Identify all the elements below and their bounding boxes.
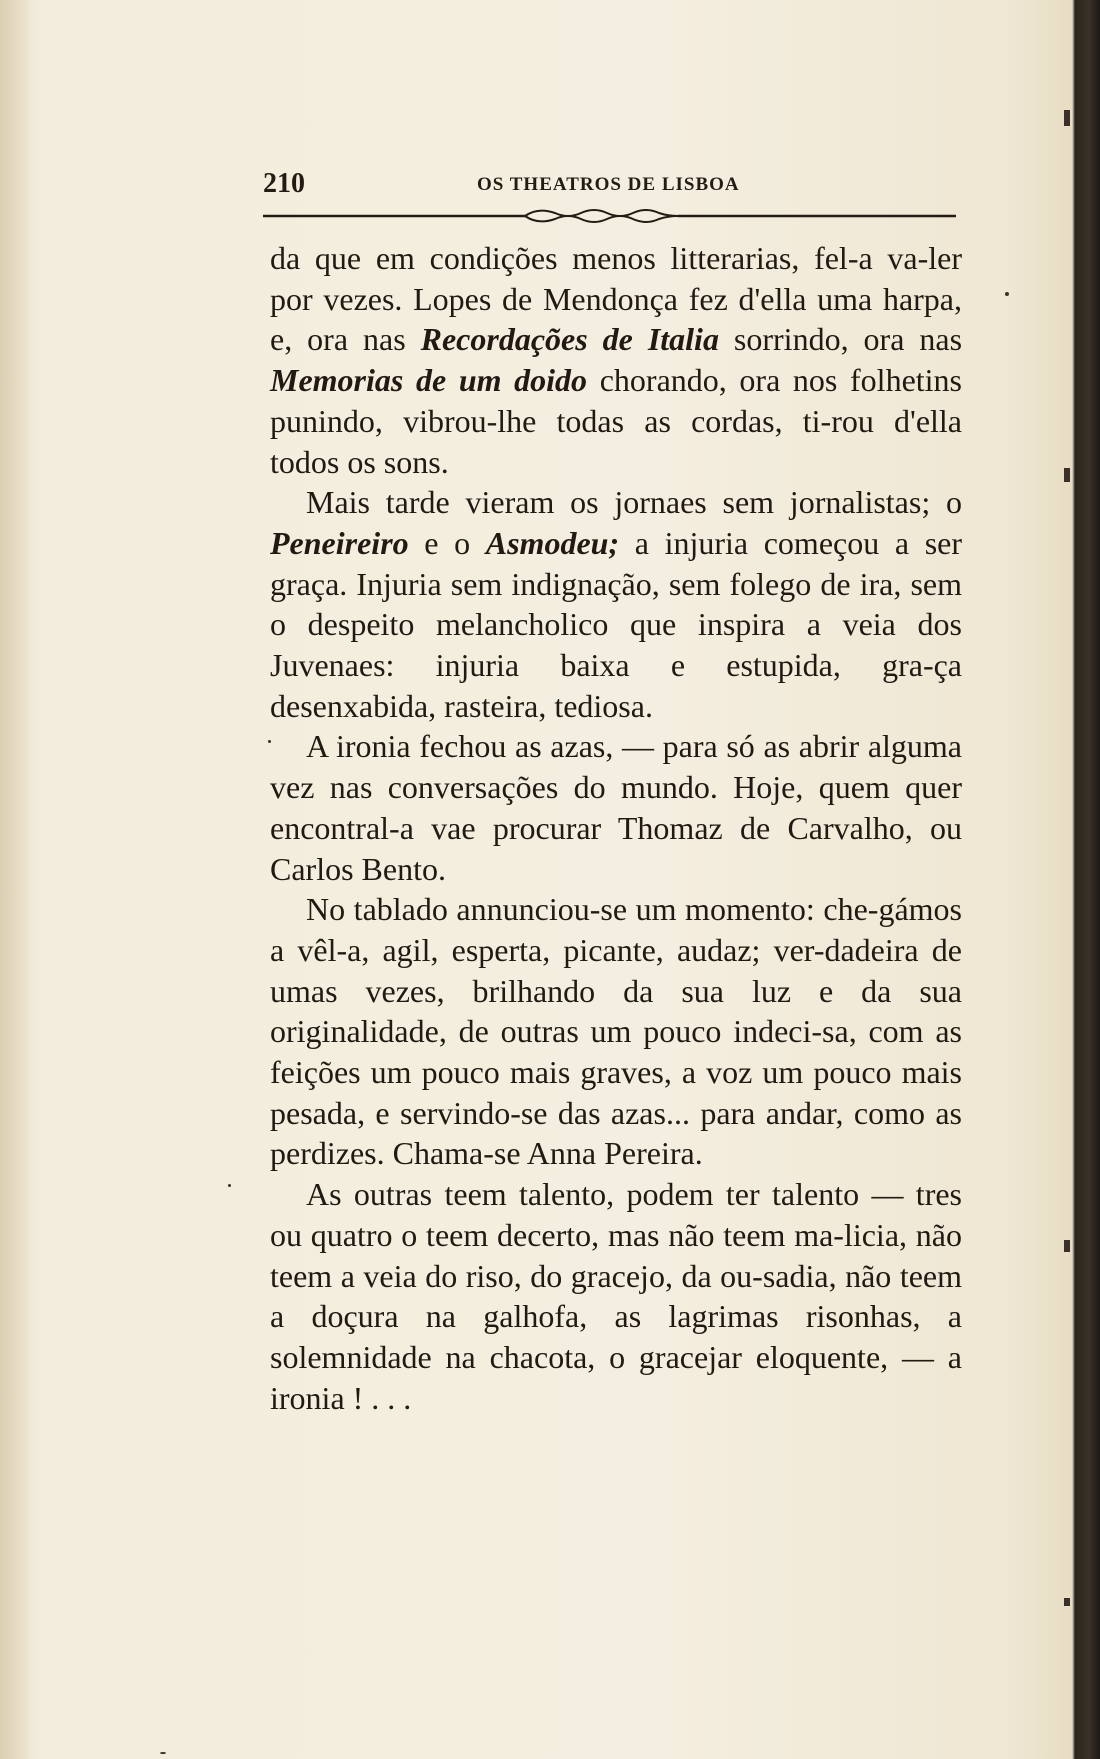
paragraph [270,1174,962,1418]
paragraph [270,482,962,726]
paragraph [270,889,962,1174]
paragraph [270,726,962,889]
paper-speck [268,740,271,743]
running-head: OS THEATROS DE LISBOA [477,174,740,195]
text-run: da que em condições menos litterarias, fel-a va-ler por vezes. Lopes de Mendonça fez d'ella uma harpa, e, ora nas [270,240,962,358]
text-run: A ironia fechou as azas, — para só as abrir alguma vez nas conversações do mundo. Hoje, quem quer encontral-a vae procurar Thomaz de Carvalho, ou Carlos Bento. [270,728,962,887]
page-number: 210 [263,168,305,199]
text-run: As outras teem talento, podem ter talento — tres ou quatro o teem decerto, mas não teem ma-licia, não teem a veia do riso, do gracejo, da ou-sadia, não teem a doçura na galhofa, as lagrimas risonhas, a solemnidade na chacota, o gracejar eloquente, — a ironia ! . . . [270,1176,962,1416]
text-run: e o [408,524,486,561]
page-edge-mark [1064,468,1070,482]
italic-title: Asmodeu; [485,524,620,561]
binding-edge [0,0,28,1759]
ornamental-rule [263,204,956,228]
body-text [270,238,962,1418]
text-run: sorrindo, ora nas [718,321,963,358]
text-run: a injuria começou a ser graça. Injuria sem indignação, sem folego de ira, sem o despeito melancholico que inspira a veia dos Juvenaes: injuria baixa e estupida, gra-ça desenxabida, rasteira, tediosa. [270,524,963,724]
paper-speck [160,1752,166,1754]
italic-title: Recordações de Italia [420,321,719,358]
page-edge [1072,0,1100,1759]
text-run: Mais tarde vieram os jornaes sem jornalistas; o [306,484,962,521]
paragraph [270,238,962,482]
paper-speck [1005,292,1009,296]
page-edge-mark [1064,1240,1070,1252]
text-run: chorando, ora nos folhetins punindo, vibrou-lhe todas as cordas, ti-rou d'ella todos os sons. [270,362,963,480]
page-edge-mark [1064,1598,1070,1606]
paper-speck [228,1184,231,1187]
italic-title: Peneireiro [270,524,409,561]
page-edge-mark [1064,110,1070,126]
italic-title: Memorias de um doido [270,362,588,399]
page-header [263,168,973,198]
text-run: No tablado annunciou-se um momento: che-gámos a vêl-a, agil, esperta, picante, audaz; ver-dadeira de umas vezes, brilhando da sua luz e da sua originalidade, de outras um pouco indeci-sa, com as feições um pouco mais graves, a voz um pouco mais pesada, e servindo-se das azas... para andar, como as perdizes. Chama-se Anna Pereira. [270,891,962,1172]
